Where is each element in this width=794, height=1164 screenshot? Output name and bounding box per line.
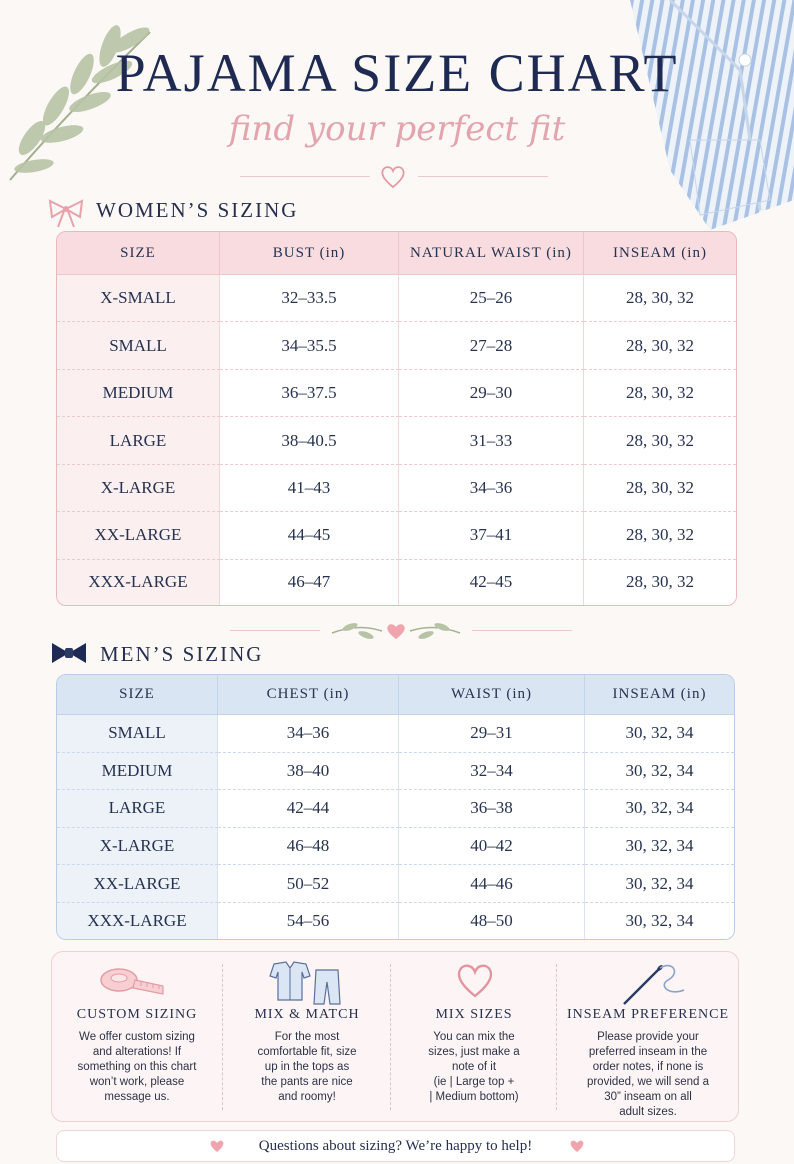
size-label-cell: X-SMALL — [57, 275, 220, 322]
column-divider — [390, 964, 391, 1110]
column-header: SIZE — [57, 675, 218, 715]
measurement-cell: 42–44 — [218, 790, 399, 828]
info-line: message us. — [104, 1091, 170, 1103]
measurement-cell: 29–31 — [399, 715, 585, 753]
measurement-cell: 30, 32, 34 — [585, 715, 734, 753]
mens-size-table — [56, 674, 735, 940]
measurement-cell: 28, 30, 32 — [584, 560, 736, 605]
measurement-cell: 38–40 — [218, 753, 399, 791]
info-body — [224, 1030, 390, 1105]
table-header-row — [57, 232, 736, 275]
needle-thread-icon — [618, 960, 688, 1006]
size-label-cell: X-LARGE — [57, 465, 220, 512]
measurement-cell: 50–52 — [218, 865, 399, 903]
measurement-cell: 30, 32, 34 — [585, 790, 734, 828]
size-label-cell: MEDIUM — [57, 753, 218, 791]
info-mix-match — [224, 952, 390, 1121]
size-label-cell: XXX-LARGE — [57, 560, 220, 605]
info-line: something on this chart — [77, 1061, 197, 1073]
column-header: SIZE — [57, 232, 220, 275]
measurement-cell: 30, 32, 34 — [585, 865, 734, 903]
measurement-cell: 40–42 — [399, 828, 585, 866]
info-mix-sizes — [392, 952, 556, 1121]
table-row — [57, 417, 736, 464]
page-subtitle: find your perfect fit — [228, 109, 566, 149]
measurement-cell: 30, 32, 34 — [585, 903, 734, 939]
measurement-cell: 32–33.5 — [220, 275, 399, 322]
heart-leaves-icon — [328, 615, 464, 645]
info-line: 30” inseam on all — [604, 1091, 692, 1103]
info-line: the pants are nice — [261, 1076, 353, 1088]
info-line: provided, we will send a — [586, 1076, 710, 1088]
measurement-cell: 44–45 — [220, 512, 399, 559]
info-line: and alterations! If — [92, 1046, 182, 1058]
measurement-cell: 25–26 — [399, 275, 584, 322]
info-line: note of it — [451, 1061, 497, 1073]
divider-line — [240, 176, 370, 177]
info-line: | Medium bottom) — [429, 1091, 519, 1103]
help-text: Questions about sizing? We’re happy to help! — [258, 1138, 533, 1154]
info-line: and roomy! — [278, 1091, 336, 1103]
size-label-cell: SMALL — [57, 715, 218, 753]
heart-icon — [569, 1139, 585, 1153]
measurement-cell: 36–37.5 — [220, 370, 399, 417]
measurement-cell: 27–28 — [399, 322, 584, 369]
table-row — [57, 512, 736, 559]
info-body — [52, 1030, 222, 1105]
column-header: WAIST (in) — [399, 675, 585, 715]
size-label-cell: SMALL — [57, 322, 220, 369]
measurement-cell: 32–34 — [399, 753, 585, 791]
info-title: MIX & MATCH — [254, 1007, 360, 1022]
column-header: NATURAL WAIST (in) — [399, 232, 584, 275]
column-header: INSEAM (in) — [584, 232, 736, 275]
measurement-cell: 28, 30, 32 — [584, 370, 736, 417]
info-line: Please provide your — [597, 1031, 699, 1043]
table-row — [57, 322, 736, 369]
table-row — [57, 903, 734, 939]
heart-icon — [379, 164, 407, 190]
mens-sizing-heading: MEN’S SIZING — [100, 642, 264, 666]
measurement-cell: 28, 30, 32 — [584, 465, 736, 512]
page-title: PAJAMA SIZE CHART — [115, 43, 679, 103]
size-label-cell: LARGE — [57, 417, 220, 464]
measurement-cell: 34–36 — [218, 715, 399, 753]
measurement-cell: 46–48 — [218, 828, 399, 866]
table-row — [57, 865, 734, 903]
column-divider — [222, 964, 223, 1110]
measurement-cell: 48–50 — [399, 903, 585, 939]
info-line: adult sizes. — [619, 1106, 677, 1118]
table-row — [57, 790, 734, 828]
divider-line — [230, 630, 320, 631]
measurement-cell: 38–40.5 — [220, 417, 399, 464]
column-header: BUST (in) — [220, 232, 399, 275]
size-label-cell: MEDIUM — [57, 370, 220, 417]
measurement-cell: 42–45 — [399, 560, 584, 605]
table-row — [57, 560, 736, 605]
info-line: preferred inseam in the — [588, 1046, 708, 1058]
navy-bow-icon — [50, 641, 88, 665]
measurement-cell: 28, 30, 32 — [584, 275, 736, 322]
info-custom-sizing — [52, 952, 222, 1121]
info-title: INSEAM PREFERENCE — [566, 1007, 730, 1022]
info-line: won’t work, please — [89, 1076, 185, 1088]
divider-line — [418, 176, 548, 177]
measurement-cell: 37–41 — [399, 512, 584, 559]
info-line: You can mix the — [433, 1031, 515, 1043]
womens-sizing-heading: WOMEN’S SIZING — [96, 198, 299, 222]
measurement-cell: 54–56 — [218, 903, 399, 939]
info-line: up in the tops as — [264, 1061, 350, 1073]
measurement-cell: 28, 30, 32 — [584, 512, 736, 559]
size-label-cell: XXX-LARGE — [57, 903, 218, 939]
size-label-cell: X-LARGE — [57, 828, 218, 866]
heart-icon — [454, 960, 496, 1000]
table-row — [57, 465, 736, 512]
table-row — [57, 275, 736, 322]
measurement-cell: 28, 30, 32 — [584, 322, 736, 369]
table-row — [57, 370, 736, 417]
pink-bow-icon — [46, 197, 86, 229]
info-body — [558, 1030, 738, 1120]
info-line: sizes, just make a — [428, 1046, 520, 1058]
measurement-cell: 36–38 — [399, 790, 585, 828]
help-footer — [56, 1130, 735, 1162]
womens-size-table — [56, 231, 737, 606]
measurement-cell: 30, 32, 34 — [585, 828, 734, 866]
size-label-cell: XX-LARGE — [57, 865, 218, 903]
measurement-cell: 46–47 — [220, 560, 399, 605]
table-row — [57, 753, 734, 791]
table-header-row — [57, 675, 734, 715]
measurement-cell: 41–43 — [220, 465, 399, 512]
measurement-cell: 28, 30, 32 — [584, 417, 736, 464]
table-row — [57, 715, 734, 753]
measurement-cell: 30, 32, 34 — [585, 753, 734, 791]
divider-line — [472, 630, 572, 631]
pajama-set-icon — [264, 960, 350, 1006]
column-header: INSEAM (in) — [585, 675, 734, 715]
table-row — [57, 828, 734, 866]
info-body — [392, 1030, 556, 1105]
info-title: MIX SIZES — [435, 1007, 513, 1022]
measurement-cell: 34–36 — [399, 465, 584, 512]
info-line: order notes, if none is — [592, 1061, 704, 1073]
measurement-cell: 29–30 — [399, 370, 584, 417]
info-title: CUSTOM SIZING — [76, 1007, 198, 1022]
size-label-cell: LARGE — [57, 790, 218, 828]
measurement-cell: 44–46 — [399, 865, 585, 903]
measurement-cell: 31–33 — [399, 417, 584, 464]
info-line: We offer custom sizing — [79, 1031, 195, 1043]
tape-measure-icon — [97, 960, 167, 1000]
sizing-info-panel — [51, 951, 739, 1122]
column-divider — [556, 964, 557, 1110]
info-line: For the most — [274, 1031, 340, 1043]
info-line: (ie | Large top + — [433, 1076, 515, 1088]
size-label-cell: XX-LARGE — [57, 512, 220, 559]
info-line: comfortable fit, size — [257, 1046, 357, 1058]
info-inseam-preference — [558, 952, 738, 1121]
measurement-cell: 34–35.5 — [220, 322, 399, 369]
column-header: CHEST (in) — [218, 675, 399, 715]
